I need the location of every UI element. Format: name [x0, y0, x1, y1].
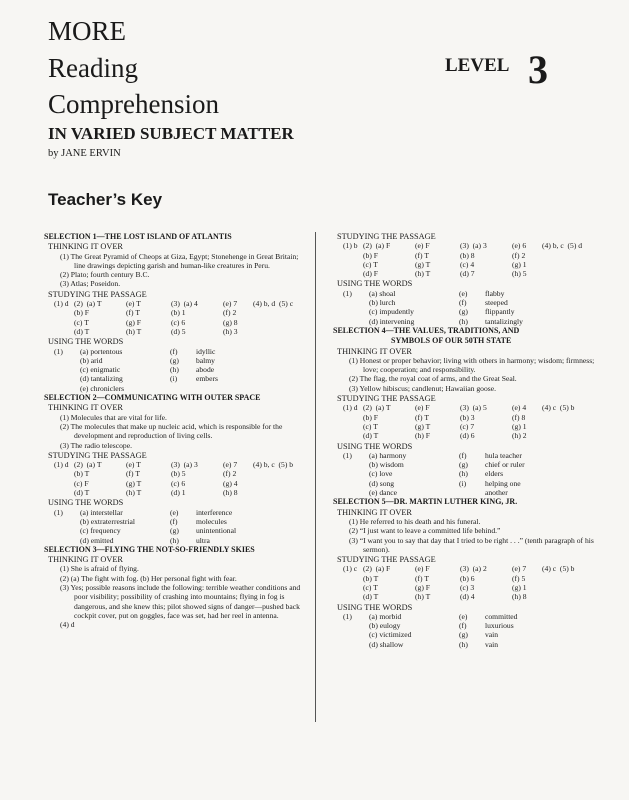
word-cell: (c) victimized: [369, 630, 412, 640]
thinking-heading: THINKING IT OVER: [337, 507, 412, 517]
answer-item: (1) Honest or proper behavior; living with others in harmony; wisdom; firmness; love; cooperation; and responsibility.: [349, 355, 595, 375]
words-heading: USING THE WORDS: [48, 337, 124, 347]
word-cell: [54, 517, 80, 526]
answer-item: (2) The molecules that make up nucleic acid, which is responsible for the development and reproduction of living cells.: [60, 421, 283, 441]
word-cell: [343, 317, 369, 326]
answer-cell: (b) 3: [460, 412, 475, 422]
answer-cell: (3) (a) 4: [171, 299, 198, 309]
answer-cell: (h) T: [415, 592, 431, 602]
answer-cell: (f) T: [415, 250, 429, 260]
answer-cell: (f) T: [415, 412, 429, 422]
words-table: [333, 289, 608, 326]
word-cell: (c) impudently: [369, 307, 414, 317]
answer-cell: (h) 3: [223, 326, 238, 336]
words-table: [333, 612, 608, 649]
word-cell: (f): [170, 346, 178, 356]
words-heading: USING THE WORDS: [337, 602, 413, 612]
answer-cell: (c) T: [363, 582, 378, 592]
answer-cell: (e) T: [126, 299, 141, 309]
answer-cell: (f) 8: [512, 412, 526, 422]
word-cell: (1): [343, 450, 352, 460]
word-cell: (b) arid: [80, 355, 103, 365]
word-cell: (g): [459, 630, 468, 640]
answer-item: (3) Yes; possible reasons include the following: terrible weather conditions and poor visibility; possibility of crashing into mountains; flying in fog is dangerous, and she knew this; pilot showed signs of danger—pushed back cockpit cover, put on goggles, face was set, had her reel in antenna.: [60, 582, 301, 620]
answer-cell: (d) T: [363, 431, 379, 441]
answer-cell: (g) T: [415, 421, 431, 431]
answer-cell: (c) T: [363, 259, 378, 269]
answer-row: [343, 269, 608, 278]
word-cell: [54, 374, 80, 383]
answer-cell: (2) (a) T: [74, 299, 102, 309]
subtitle: IN VARIED SUBJECT MATTER: [48, 124, 294, 143]
answer-cell: (c) F: [74, 478, 89, 488]
word-cell: [343, 298, 369, 307]
answer-cell: (h) 8: [223, 488, 238, 498]
word-cell: (a) shoal: [369, 288, 396, 298]
word-cell: steeped: [485, 298, 508, 308]
answer-cell: (h) T: [126, 326, 142, 336]
studying-heading: STUDYING THE PASSAGE: [337, 555, 436, 565]
word-cell: (b) wisdom: [369, 460, 404, 470]
answer-cell: (2) (a) F: [363, 564, 391, 574]
words-heading: USING THE WORDS: [48, 498, 124, 508]
word-cell: elders: [485, 469, 504, 479]
answer-row: [343, 583, 608, 592]
answer-cell: (4) c (5) b: [542, 564, 575, 574]
answer-cell: (h) 2: [512, 431, 527, 441]
word-cell: ultra: [196, 535, 210, 545]
thinking-list: [44, 413, 309, 450]
answer-cell: [54, 488, 74, 497]
answer-cell: [54, 318, 74, 327]
answer-cell: (b) F: [74, 308, 89, 318]
word-cell: (e): [459, 288, 468, 298]
answer-cell: (b) T: [363, 573, 379, 583]
studying-table: [333, 564, 608, 601]
word-cell: (1): [343, 611, 352, 621]
word-cell: abode: [196, 365, 215, 375]
answer-row: [54, 308, 309, 317]
author: by JANE ERVIN: [48, 148, 121, 159]
studying-heading: STUDYING THE PASSAGE: [48, 289, 147, 299]
word-cell: (c) love: [369, 469, 393, 479]
answer-cell: [343, 260, 363, 269]
word-cell: (a) portentous: [80, 346, 123, 356]
answer-cell: (b) 8: [460, 250, 475, 260]
word-cell: (h): [459, 316, 468, 326]
word-cell: [343, 469, 369, 478]
answer-row: [343, 564, 608, 573]
word-cell: (c) frequency: [80, 526, 121, 536]
answer-cell: (2) (a) T: [74, 460, 102, 470]
level-label: LEVEL: [445, 55, 510, 76]
answer-row: [343, 574, 608, 583]
word-cell: (a) morbid: [369, 611, 402, 621]
answer-item: (1) Molecules that are vital for life.: [60, 412, 167, 422]
answer-cell: [343, 413, 363, 422]
level-number: 3: [528, 47, 548, 92]
word-cell: [54, 526, 80, 535]
studying-heading: STUDYING THE PASSAGE: [337, 232, 436, 241]
answer-cell: (e) 7: [512, 564, 527, 574]
answer-row: [343, 241, 608, 250]
word-cell: (i): [170, 374, 178, 384]
word-cell: interference: [196, 507, 233, 517]
words-table: [44, 347, 309, 393]
answer-item: (2) The flag, the royal coat of arms, and the Great Seal.: [349, 374, 517, 384]
thinking-list: [44, 252, 309, 289]
answer-cell: (g) F: [126, 317, 141, 327]
answer-cell: (3) (a) 5: [460, 403, 487, 413]
right-column: [333, 232, 608, 649]
word-cell: [54, 356, 80, 365]
answer-cell: (g) T: [126, 478, 142, 488]
answer-row: [54, 318, 309, 327]
selection-title: SELECTION 1—THE LOST ISLAND OF ATLANTIS: [44, 232, 232, 241]
thinking-list: [333, 517, 608, 554]
studying-heading: STUDYING THE PASSAGE: [337, 394, 436, 404]
selection-title: SELECTION 4—THE VALUES, TRADITIONS, AND: [333, 325, 520, 335]
answer-item: (1) The Great Pyramid of Cheops at Giza, Egypt; Stonehenge in Great Britain; line drawings depicting garish and human-like creatures in Peru.: [60, 251, 299, 270]
title-comprehension: Comprehension: [48, 89, 219, 119]
answer-cell: (c) 3: [460, 582, 475, 592]
answer-cell: [54, 479, 74, 488]
column-divider: [315, 232, 316, 722]
answer-cell: (4) b, d (5) c: [253, 299, 294, 309]
selection-title-line2: SYMBOLS OF OUR 50TH STATE: [391, 336, 512, 346]
thinking-heading: THINKING IT OVER: [48, 403, 123, 413]
word-cell: (d) emitted: [80, 535, 114, 545]
word-cell: unintentional: [196, 526, 237, 536]
answer-row: [343, 403, 608, 412]
answer-cell: (d) T: [74, 326, 90, 336]
word-cell: (g): [459, 307, 468, 317]
word-cell: chief or ruler: [485, 460, 525, 470]
answer-cell: (f) 2: [512, 250, 526, 260]
studying-table: [44, 299, 309, 336]
word-cell: (e) chroniclers: [80, 383, 125, 393]
answer-cell: (3) (a) 3: [460, 241, 487, 251]
answer-item: (1) She is afraid of flying.: [60, 564, 139, 574]
answer-item: (3) Yellow hibiscus; candlenut; Hawaiian goose.: [349, 383, 496, 393]
word-cell: (f): [170, 516, 178, 526]
studying-table: [44, 460, 309, 497]
word-cell: (c) enigmatic: [80, 365, 121, 375]
word-cell: (e) dance: [369, 488, 398, 498]
answer-cell: (h) T: [126, 488, 142, 498]
word-cell: flabby: [485, 288, 505, 298]
answer-cell: (g) T: [415, 259, 431, 269]
word-cell: [196, 384, 276, 393]
studying-table: [333, 403, 608, 440]
answer-item: (3) “I want you to say that day that I tried to be right . . .” (tenth paragraph of his sermon).: [349, 535, 594, 554]
answer-cell: (b) 1: [171, 308, 186, 318]
answer-cell: (c) T: [363, 421, 378, 431]
answer-cell: [54, 469, 74, 478]
answer-cell: (4) c (5) b: [542, 403, 575, 413]
word-cell: [343, 630, 369, 639]
word-cell: (b) eulogy: [369, 621, 401, 631]
answer-cell: (e) T: [126, 460, 141, 470]
thinking-heading: THINKING IT OVER: [337, 346, 412, 356]
word-cell: [54, 384, 80, 393]
answer-cell: (h) T: [415, 269, 431, 279]
answer-row: [343, 431, 608, 440]
answer-cell: (3) (a) 2: [460, 564, 487, 574]
answer-cell: (d) 5: [171, 326, 186, 336]
selection-3-part-a: [44, 545, 309, 630]
answer-row: [343, 260, 608, 269]
answer-row: [54, 488, 309, 497]
answer-row: [54, 299, 309, 308]
selection-4: [333, 326, 608, 497]
answer-cell: (e) 6: [512, 241, 527, 251]
answer-cell: (d) T: [363, 592, 379, 602]
answer-row: [54, 479, 309, 488]
word-cell: (i): [459, 478, 467, 488]
word-cell: [54, 365, 80, 374]
answer-row: [54, 460, 309, 469]
word-cell: (d) intervening: [369, 316, 415, 326]
answer-cell: (b) F: [363, 412, 378, 422]
answer-cell: (4) b, c (5) d: [542, 241, 583, 251]
word-cell: [343, 488, 369, 497]
selection-2: [44, 393, 309, 545]
answer-item: (2) “I just want to leave a committed life behind.”: [349, 526, 501, 536]
word-cell: tantalizingly: [485, 316, 523, 326]
thinking-heading: THINKING IT OVER: [48, 555, 123, 565]
word-cell: (e): [459, 611, 468, 621]
word-cell: (b) lurch: [369, 298, 396, 308]
answer-cell: (f) 2: [223, 469, 237, 479]
answer-cell: (1) d: [54, 460, 69, 470]
word-cell: [343, 621, 369, 630]
word-cell: another: [485, 488, 508, 498]
answer-cell: (d) F: [363, 269, 378, 279]
selection-5: [333, 497, 608, 649]
word-cell: (d) song: [369, 478, 395, 488]
answer-cell: (d) 6: [460, 431, 475, 441]
answer-row: [343, 422, 608, 431]
word-cell: (e): [170, 507, 179, 517]
word-cell: (g): [459, 460, 468, 470]
answer-cell: (e) F: [415, 241, 430, 251]
answer-cell: (e) 7: [223, 299, 238, 309]
selection-title: SELECTION 5—DR. MARTIN LUTHER KING, JR.: [333, 497, 518, 507]
answer-cell: [343, 431, 363, 440]
answer-cell: [343, 592, 363, 601]
answer-cell: (f) 2: [223, 308, 237, 318]
answer-cell: (f) 5: [512, 573, 526, 583]
title-reading: Reading: [48, 53, 138, 83]
answer-cell: (f) T: [126, 469, 140, 479]
answer-cell: (e) 4: [512, 403, 527, 413]
word-cell: (1): [54, 346, 63, 356]
answer-row: [54, 469, 309, 478]
word-cell: [459, 488, 485, 497]
word-cell: (d) tantalizing: [80, 374, 123, 384]
answer-cell: [54, 327, 74, 336]
selection-1: [44, 232, 309, 393]
answer-cell: (g) 1: [512, 582, 527, 592]
word-cell: vain: [485, 630, 499, 640]
thinking-list: [44, 564, 309, 629]
answer-cell: [343, 574, 363, 583]
answer-cell: (b) T: [74, 469, 90, 479]
answer-cell: (1) d: [54, 299, 69, 309]
teachers-key-heading: Teacher’s Key: [48, 190, 163, 209]
answer-cell: (b) 5: [171, 469, 186, 479]
answer-cell: (2) (a) F: [363, 241, 391, 251]
answer-item: (2) (a) The fight with fog. (b) Her personal fight with fear.: [60, 573, 237, 583]
answer-cell: (b) 6: [460, 573, 475, 583]
left-column: [44, 232, 309, 629]
title-more: MORE: [48, 16, 127, 46]
word-cell: [343, 640, 369, 649]
words-table: [333, 451, 608, 497]
answer-cell: (2) (a) T: [363, 403, 391, 413]
answer-cell: [343, 251, 363, 260]
answer-cell: (h) 5: [512, 269, 527, 279]
answer-cell: (g) 8: [223, 317, 238, 327]
word-cell: (f): [459, 450, 467, 460]
answer-cell: (c) 4: [460, 259, 475, 269]
answer-cell: (3) (a) 3: [171, 460, 198, 470]
answer-item: (2) Plato; fourth century B.C.: [60, 270, 150, 280]
answer-cell: [343, 422, 363, 431]
word-cell: [343, 479, 369, 488]
answer-cell: [54, 308, 74, 317]
answer-cell: (d) 1: [171, 488, 186, 498]
answer-cell: (c) 6: [171, 317, 186, 327]
answer-cell: (b) F: [363, 250, 378, 260]
answer-cell: (g) 4: [223, 478, 238, 488]
answer-row: [54, 327, 309, 336]
word-cell: luxurious: [485, 621, 514, 631]
answer-cell: (e) F: [415, 564, 430, 574]
answer-cell: (c) T: [74, 317, 89, 327]
word-cell: [343, 460, 369, 469]
answer-item: (4) d: [60, 620, 75, 630]
word-cell: (g): [170, 526, 179, 536]
word-cell: [54, 536, 80, 545]
answer-cell: (1) c: [343, 564, 358, 574]
word-cell: (1): [343, 288, 352, 298]
word-cell: embers: [196, 374, 218, 384]
answer-cell: (h) 8: [512, 592, 527, 602]
answer-cell: (4) b, c (5) b: [253, 460, 294, 470]
answer-cell: (g) 1: [512, 421, 527, 431]
answer-item: (3) The radio telescope.: [60, 440, 132, 450]
word-cell: (h): [170, 535, 179, 545]
answer-cell: (c) 6: [171, 478, 186, 488]
word-cell: balmy: [196, 355, 215, 365]
studying-heading: STUDYING THE PASSAGE: [48, 450, 147, 460]
word-cell: (d) shallow: [369, 639, 404, 649]
selection-title: SELECTION 3—FLYING THE NOT-SO-FRIENDLY SKIES: [44, 544, 255, 554]
answer-cell: (c) 7: [460, 421, 475, 431]
word-cell: (h): [170, 365, 179, 375]
word-cell: (b) extraterrestrial: [80, 516, 136, 526]
word-cell: flippantly: [485, 307, 515, 317]
answer-cell: (e) F: [415, 403, 430, 413]
answer-cell: (d) 4: [460, 592, 475, 602]
thinking-list: [333, 356, 608, 393]
answer-item: (1) He referred to his death and his funeral.: [349, 516, 481, 526]
word-cell: committed: [485, 611, 518, 621]
answer-cell: (g) 1: [512, 259, 527, 269]
answer-row: [343, 413, 608, 422]
answer-row: [343, 592, 608, 601]
word-cell: (h): [459, 639, 468, 649]
answer-cell: (1) d: [343, 403, 358, 413]
answer-row: [343, 251, 608, 260]
word-cell: helping one: [485, 478, 521, 488]
word-cell: hula teacher: [485, 450, 522, 460]
words-table: [44, 508, 309, 545]
answer-cell: [343, 583, 363, 592]
word-cell: (f): [459, 298, 467, 308]
studying-table: [333, 241, 608, 278]
answer-cell: (g) F: [415, 582, 430, 592]
word-cell: molecules: [196, 516, 227, 526]
answer-cell: (d) 7: [460, 269, 475, 279]
word-cell: [343, 307, 369, 316]
word-cell: (1): [54, 507, 63, 517]
answer-cell: [343, 269, 363, 278]
answer-cell: (h) F: [415, 431, 430, 441]
word-cell: (h): [459, 469, 468, 479]
word-cell: idyllic: [196, 346, 216, 356]
answer-cell: (f) T: [415, 573, 429, 583]
answer-item: (3) Atlas; Poseidon.: [60, 279, 121, 289]
answer-cell: (1) b: [343, 241, 358, 251]
selection-3-part-b: [333, 232, 608, 326]
word-cell: vain: [485, 639, 499, 649]
answer-cell: (e) 7: [223, 460, 238, 470]
selection-title: SELECTION 2—COMMUNICATING WITH OUTER SPACE: [44, 393, 261, 403]
word-cell: (a) interstellar: [80, 507, 123, 517]
words-heading: USING THE WORDS: [337, 441, 413, 451]
thinking-heading: THINKING IT OVER: [48, 242, 123, 252]
answer-cell: (f) T: [126, 308, 140, 318]
word-cell: (f): [459, 621, 467, 631]
word-cell: (g): [170, 355, 179, 365]
word-cell: (a) harmony: [369, 450, 407, 460]
word-cell: [170, 384, 196, 393]
words-heading: USING THE WORDS: [337, 279, 413, 289]
answer-cell: (d) T: [74, 488, 90, 498]
